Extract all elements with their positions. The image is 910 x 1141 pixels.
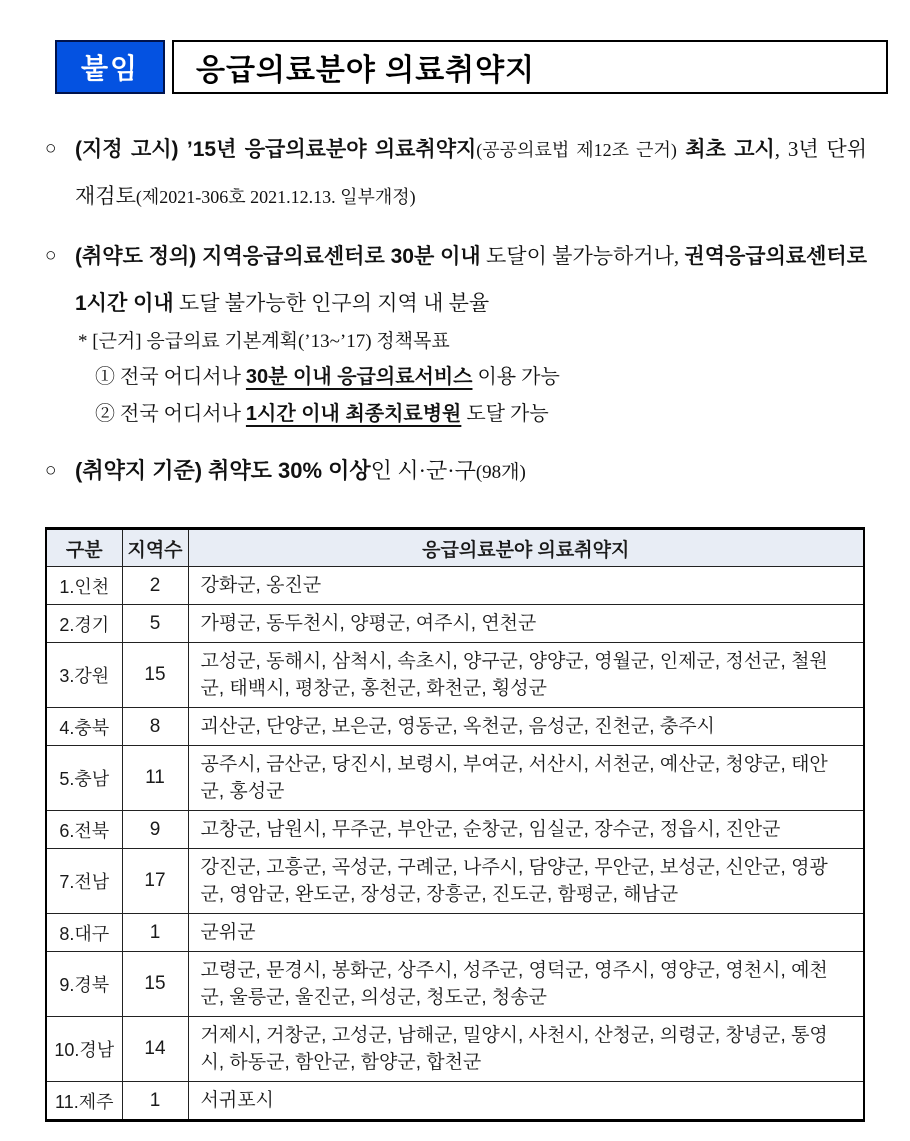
count-cell: 8 [122, 708, 188, 746]
column-header-category: 구분 [46, 529, 122, 567]
bullet-marker: ○ [45, 460, 57, 481]
document-title-box [172, 40, 888, 94]
count-cell: 17 [122, 849, 188, 914]
table-row [46, 605, 864, 643]
table-row [46, 746, 864, 811]
region-cell: 5.충남 [46, 746, 122, 811]
reference-note: * [근거] 응급의료 기본계획(’13~’17) 정책목표 [78, 331, 450, 352]
text-segment: (제2021-306호 2021.12.13. 일부개정) [135, 187, 416, 207]
policy-goal-2 [95, 397, 855, 431]
text-segment: ’15년 응급의료분야 의료취약지 [186, 138, 477, 161]
bullet-criteria [45, 448, 867, 496]
region-cell: 10.경남 [46, 1017, 122, 1082]
bullet-designation-text [75, 126, 867, 220]
page-title: 응급의료분야 의료취약지 [196, 54, 536, 87]
areas-cell: 거제시, 거창군, 고성군, 남해군, 밀양시, 사천시, 산청군, 의령군, 창녕군, 통영시, 하동군, 함안군, 함양군, 합천군 [188, 1017, 864, 1082]
text-segment: 인 시·군·구 [370, 458, 476, 483]
region-cell: 11.제주 [46, 1082, 122, 1121]
column-header-areas: 응급의료분야 의료취약지 [188, 529, 864, 567]
bullet-marker: ○ [45, 245, 57, 266]
text-segment: 최초 고시 [676, 138, 775, 161]
text-segment: 도달이 불가능하거나, [480, 244, 685, 268]
vulnerable-areas-table [45, 527, 865, 1122]
count-cell: 15 [122, 952, 188, 1017]
count-cell: 1 [122, 914, 188, 952]
table-row [46, 1017, 864, 1082]
text-segment: 도달 가능 [461, 403, 549, 425]
bullet-designation-notice [45, 126, 867, 220]
count-cell: 15 [122, 643, 188, 708]
region-cell: 4.충북 [46, 708, 122, 746]
region-cell: 7.전남 [46, 849, 122, 914]
region-cell: 3.강원 [46, 643, 122, 708]
text-segment: ② 전국 어디서나 [95, 403, 246, 425]
column-header-count: 지역수 [122, 529, 188, 567]
table-row [46, 643, 864, 708]
text-segment: (98개) [475, 462, 526, 483]
text-segment: 지역응급의료센터로 30분 이내 [202, 245, 481, 268]
table-header-row [46, 529, 864, 567]
areas-cell: 가평군, 동두천시, 양평군, 여주시, 연천군 [188, 605, 864, 643]
table-row [46, 811, 864, 849]
text-segment: 30분 이내 응급의료서비스 [245, 366, 473, 388]
count-cell: 11 [122, 746, 188, 811]
table-row [46, 1082, 864, 1121]
text-segment: (취약도 정의) [75, 245, 203, 268]
areas-cell: 괴산군, 단양군, 보은군, 영동군, 옥천군, 음성군, 진천군, 충주시 [188, 708, 864, 746]
bullet-definition-text [75, 233, 867, 327]
count-cell: 9 [122, 811, 188, 849]
areas-cell: 서귀포시 [188, 1082, 864, 1121]
region-cell: 2.경기 [46, 605, 122, 643]
areas-cell: 군위군 [188, 914, 864, 952]
bullet-vulnerability-definition [45, 233, 867, 327]
count-cell: 1 [122, 1082, 188, 1121]
text-segment: 취약도 30% 이상 [208, 458, 371, 483]
count-cell: 5 [122, 605, 188, 643]
table-row [46, 952, 864, 1017]
table-row [46, 849, 864, 914]
areas-cell: 공주시, 금산군, 당진시, 보령시, 부여군, 서산시, 서천군, 예산군, 청양군, 태안군, 홍성군 [188, 746, 864, 811]
attachment-badge [55, 40, 165, 94]
table-row [46, 914, 864, 952]
count-cell: 14 [122, 1017, 188, 1082]
text-segment: (취약지 기준) [75, 458, 209, 483]
text-segment: 권역응급의료센터로 1시간 이내 [75, 245, 867, 315]
table-row [46, 708, 864, 746]
region-cell: 6.전북 [46, 811, 122, 849]
areas-cell: 고창군, 남원시, 무주군, 부안군, 순창군, 임실군, 장수군, 정읍시, 진안군 [188, 811, 864, 849]
text-segment: (지정 고시) [75, 138, 187, 161]
text-segment: 이용 가능 [472, 366, 560, 388]
text-segment: ① 전국 어디서나 [95, 366, 246, 388]
attachment-badge-label: 붙임 [80, 53, 140, 84]
text-segment: , 3년 단위 재검토 [75, 137, 867, 208]
text-segment: 1시간 이내 최종치료병원 [245, 403, 462, 425]
bullet-marker: ○ [45, 138, 57, 159]
bullet-criteria-text [75, 448, 867, 496]
policy-goal-1 [95, 360, 855, 394]
areas-cell: 강진군, 고흥군, 곡성군, 구례군, 나주시, 담양군, 무안군, 보성군, 신안군, 영광군, 영암군, 완도군, 장성군, 장흥군, 진도군, 함평군, 해남군 [188, 849, 864, 914]
areas-cell: 고령군, 문경시, 봉화군, 상주시, 성주군, 영덕군, 영주시, 영양군, 영천시, 예천군, 울릉군, 울진군, 의성군, 청도군, 청송군 [188, 952, 864, 1017]
text-segment: 도달 불가능한 인구의 지역 내 분율 [173, 291, 490, 315]
areas-cell: 고성군, 동해시, 삼척시, 속초시, 양구군, 양양군, 영월군, 인제군, 정선군, 철원군, 태백시, 평창군, 홍천군, 화천군, 횡성군 [188, 643, 864, 708]
areas-cell: 강화군, 옹진군 [188, 567, 864, 605]
region-cell: 9.경북 [46, 952, 122, 1017]
region-cell: 1.인천 [46, 567, 122, 605]
count-cell: 2 [122, 567, 188, 605]
table-row [46, 567, 864, 605]
text-segment: (공공의료법 제12조 근거) [476, 140, 677, 160]
region-cell: 8.대구 [46, 914, 122, 952]
